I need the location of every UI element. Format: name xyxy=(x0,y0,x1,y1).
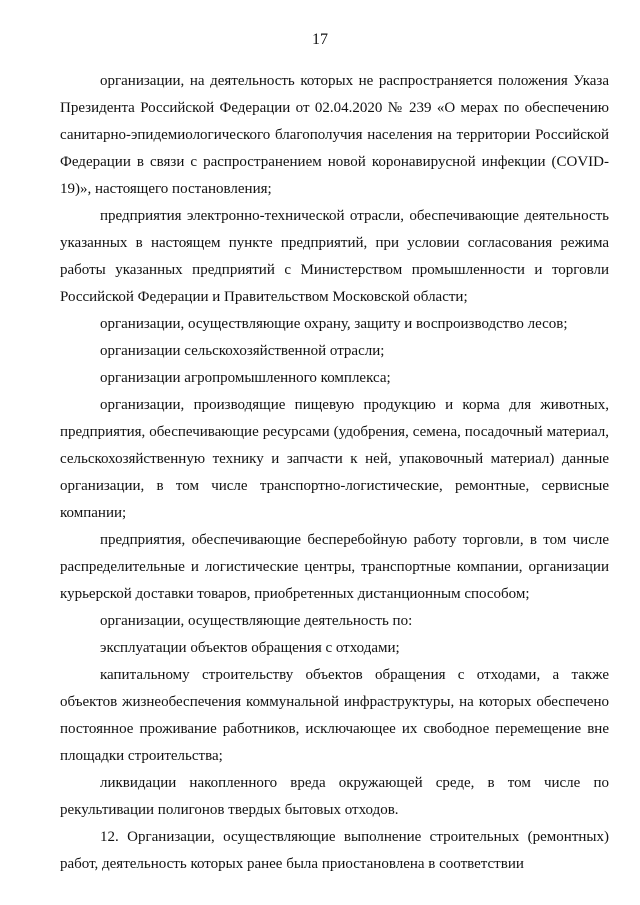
document-body xyxy=(60,68,609,878)
paragraph: предприятия, обеспечивающие бесперебойную работу торговли, в том числе распределительные и логистические центры, транспортные компании, организации курьерской доставки товаров, приобретенных дистанционным способом; xyxy=(60,532,609,602)
page-number: 17 xyxy=(312,31,328,48)
paragraph: организации, осуществляющие деятельность по: xyxy=(100,613,413,629)
paragraph: организации агропромышленного комплекса; xyxy=(100,370,391,386)
paragraph: эксплуатации объектов обращения с отходами; xyxy=(100,640,400,656)
paragraph: организации, производящие пищевую продукцию и корма для животных, предприятия, обеспечивающие ресурсами (удобрения, семена, посадочный материал, сельскохозяйственную технику и запчасти к ней, упаковочный материал) данные организации, в том числе транспортно-логистические, ремонтные, сервисные компании; xyxy=(60,397,609,521)
paragraph: капитальному строительству объектов обращения с отходами, а также объектов жизнеобеспечения коммунальной инфраструктуры, на которых обеспечено постоянное проживание работников, исключающее их свободное перемещение вне площадки строительства; xyxy=(60,667,609,764)
paragraph: ликвидации накопленного вреда окружающей среде, в том числе по рекультивации полигонов твердых бытовых отходов. xyxy=(60,775,609,818)
paragraph: организации, на деятельность которых не распространяется положения Указа Президента Российской Федерации от 02.04.2020 № 239 «О мерах по обеспечению санитарно-эпидемиологического благополучия населения на территории Российской Федерации в связи с распространением новой коронавирусной инфекции (COVID-19)», настоящего постановления; xyxy=(60,73,609,197)
paragraph: предприятия электронно-технической отрасли, обеспечивающие деятельность указанных в настоящем пункте предприятий, при условии согласования режима работы указанных предприятий с Министерством промышленности и торговли Российской Федерации и Правительством Московской области; xyxy=(60,208,609,305)
paragraph: 12. Организации, осуществляющие выполнение строительных (ремонтных) работ, деятельность которых ранее была приостановлена в соответствии xyxy=(60,829,609,872)
paragraph: организации сельскохозяйственной отрасли; xyxy=(100,343,385,359)
paragraph: организации, осуществляющие охрану, защиту и воспроизводство лесов; xyxy=(100,316,568,332)
